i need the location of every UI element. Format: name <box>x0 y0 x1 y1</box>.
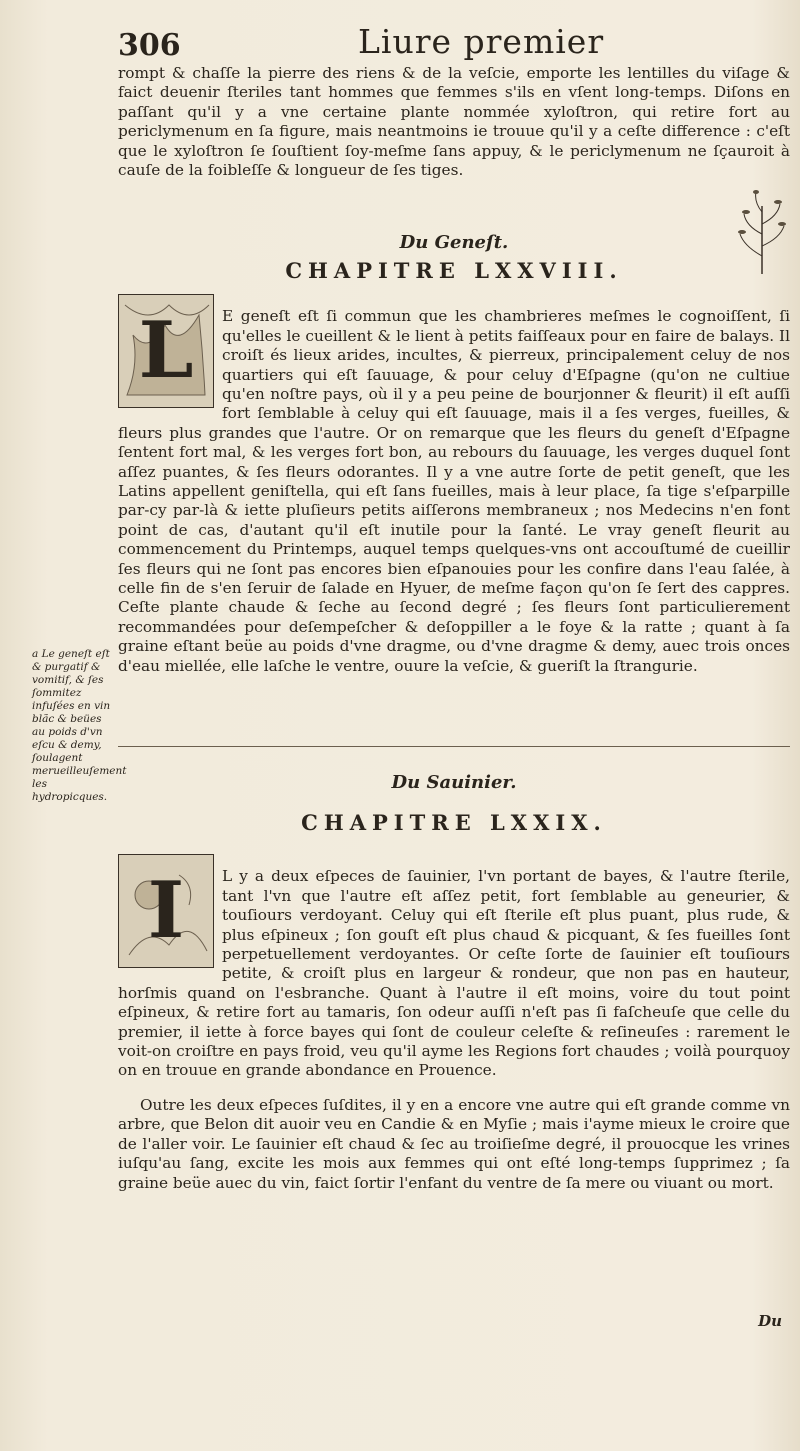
dropcap-letter: L <box>138 305 194 396</box>
dropcap-letter: I <box>147 865 185 956</box>
running-title: Liure premier <box>358 22 605 61</box>
top-paragraph: rompt & chaſſe la pierre des riens & de la veſcie, emporte les lentilles du viſage & faict deuenir ſteriles tant hommes que femmes s'ils en vſent long-temps. Diſons en paſſant qu'il y a vne certaine plante nommée xyloſtron, qui retire fort au periclymenum en ſa figure, mais neantmoins ie trouue qu'il y a ceſte difference : c'eſt que le xyloſtron ſe ſouſtient ſoy-meſme ſans appuy, & le periclymenum ne ſçauroit à cauſe de la foibleſſe & longueur de ſes tiges. <box>118 64 790 180</box>
chapter-79-text-2: Outre les deux eſpeces ſuſdites, il y en a encore vne autre qui eſt grande comme vn arbre, que Belon dit auoir veu en Candie & en Myſie ; mais i'ayme mieux le croire que de l'aller voir. Le ſauinier eſt chaud & ſec au troiſieſme degré, il prouocque les vrines iuſqu'au ſang, excite les mois aux femmes qui ont eſté long-temps ſupprimez ; ſa graine beüe auec du vin, faict ſortir l'enfant du ventre de ſa mere ou viuant ou mort. <box>118 1096 790 1192</box>
page-header <box>118 22 788 62</box>
dropcap-l <box>118 294 214 408</box>
chapter-78-body <box>118 292 790 691</box>
chapter-title-78: CHAPITRE LXXVIII. <box>285 258 623 283</box>
dropcap-i <box>118 854 214 968</box>
chapter-78-text: E geneſt eſt ſi commun que les chambrieres meſmes le cognoiſſent, ſi qu'elles le cueillent & le lient à petits faiſſeaux pour en faire de balays. Il croiſt és lieux arides, incultes, & pierreux, principalement celuy de nos quartiers qui eſt ſauuage, & pour celuy d'Eſpagne (qu'on ne cultiue qu'en noſtre pays, où il y a peu peine de bourjonner & fleurit) il eſt auſſi fort ſemblable à celuy qui eſt ſauuage, mais il a ſes verges, fueilles, & fleurs plus grandes que l'autre. Or on remarque que les fleurs du geneſt d'Eſpagne ſentent fort mal, & les verges fort bon, au rebours du ſauuage, les verges duquel ſont aſſez puantes, & ſes fleurs odorantes. Il y a vne autre ſorte de petit geneſt, que les Latins appellent geniſtella, qui eſt ſans fueilles, mais à leur place, ſa tige s'eſparpille par-cy par-là & iette pluſieurs petits aiſſerons membraneux ; nos Medecins n'en font point de cas, d'autant qu'il eſt inutile pour la ſanté. Le vray geneſt fleurit au commencement du Printemps, auquel temps quelques-vns ont accouſtumé de cueillir ſes fleurs qui ne ſont pas encores bien eſpanouies pour les confire dans l'eau ſalée, à celle fin de s'en ſeruir de ſalade en Hyuer, de meſme façon qu'on ſe ſert des cappres. Ceſte plante chaude & ſeche au ſecond degré ; ſes fleurs ſont particulierement recommandées pour deſempeſcher & deſoppiller a le foye & la ratte ; quant à ſa graine eſtant beüe au poids d'vne dragme, ou d'vne dragme & demy, auec trois onces d'eau miellée, elle laſche le ventre, ouure la veſcie, & gueriſt la ſtrangurie. <box>118 307 790 675</box>
chapter-79-text-1: L y a deux eſpeces de ſauinier, l'vn portant de bayes, & l'autre ſterile, tant l'vn que l'autre eſt aſſez petit, fort ſemblable au geneurier, & touſiours verdoyant. Celuy qui eſt ſterile eſt plus puant, plus rude, & plus eſpineux ; ſon gouſt eſt plus chaud & picquant, & ſes fueilles ſont perpetuellement verdoyantes. Or ceſte ſorte de ſauinier eſt touſiours petite, & croiſt plus en largeur & rondeur, que non pas en hauteur, horſmis quand on l'esbranche. Quant à l'autre il eſt moins, voire du tout point eſpineux, & retire fort au tamaris, ſon odeur auſſi n'eſt pas ſi faſcheuſe que celle du premier, il iette à force bayes qui ſont de couleur celeſte & reſineuſes : rarement le voit-on croiſtre en pays froid, veu qu'il ayme les Regions fort chaudes ; voilà pourquoy on en trouue en grande abondance en Prouence. <box>118 867 790 1080</box>
chapter-79-body <box>118 852 790 1208</box>
chapter-subtitle-sauinier: Du Sauinier. <box>391 772 517 793</box>
section-rule <box>118 746 790 747</box>
margin-note: a Le geneſt eſt & purgatif & vomitif, & ſes ſommitez infuſées en vin blãc & beües au poids d'vn eſcu & demy, ſoulagent merueilleuſement les hydropicques. <box>32 648 127 803</box>
continued-text <box>118 64 790 180</box>
chapter-title-79: CHAPITRE LXXIX. <box>301 810 607 835</box>
catchword: Du <box>758 1312 782 1330</box>
chapter-subtitle-genest: Du Geneſt. <box>399 232 509 253</box>
page-number: 306 <box>118 28 181 63</box>
